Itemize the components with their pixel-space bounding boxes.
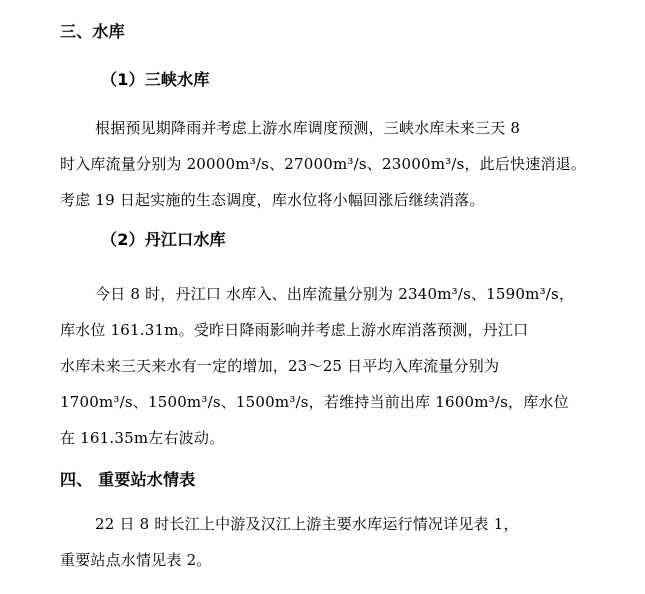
subheading-danjiangkou: （2）丹江口水库 xyxy=(101,230,226,249)
section-heading-water-table: 四、 重要站水情表 xyxy=(60,470,196,489)
paragraph-line: 重要站点水情见表 2。 xyxy=(60,551,212,569)
paragraph-line: 水库未来三天来水有一定的增加，23～25 日平均入库流量分别为 xyxy=(60,357,500,375)
paragraph-line: 1700m³/s、1500m³/s、1500m³/s，若维持当前出库 1600m³/s，库水位 xyxy=(60,393,569,411)
paragraph-line: 今日 8 时，丹江口 水库入、出库流量分别为 2340m³/s、1590m³/s， xyxy=(95,285,575,303)
section-heading-reservoirs: 三、水库 xyxy=(60,22,125,41)
paragraph-line: 库水位 161.31m。受昨日降雨影响并考虑上游水库消落预测，丹江口 xyxy=(60,321,529,339)
subheading-three-gorges: （1）三峡水库 xyxy=(101,70,210,89)
paragraph-line: 22 日 8 时长江上中游及汉江上游主要水库运行情况详见表 1， xyxy=(95,515,519,533)
paragraph-line: 考虑 19 日起实施的生态调度，库水位将小幅回涨后继续消落。 xyxy=(60,191,485,209)
paragraph-line: 在 161.35m左右波动。 xyxy=(60,429,225,447)
paragraph-line: 时入库流量分别为 20000m³/s、27000m³/s、23000m³/s，此后快速消退。 xyxy=(60,155,587,173)
paragraph-line: 根据预见期降雨并考虑上游水库调度预测，三峡水库未来三天 8 xyxy=(95,119,521,137)
